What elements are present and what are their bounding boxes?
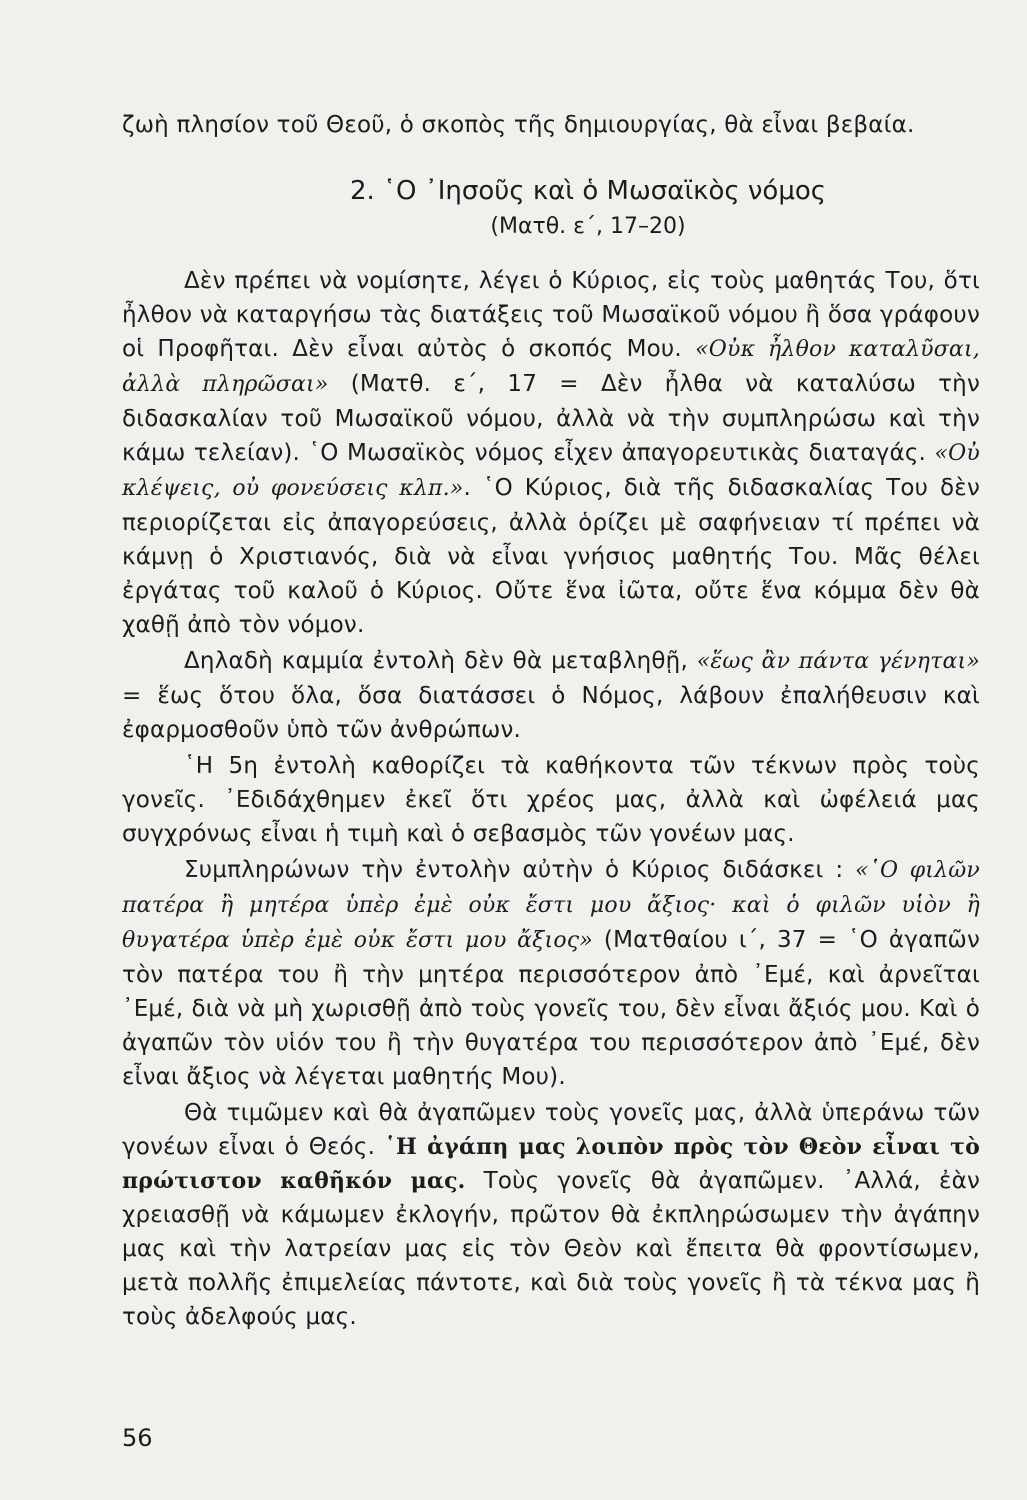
body-text	[122, 264, 980, 1334]
p5-text-a: Θὰ τιμῶμεν καὶ θὰ ἀγαπῶμεν τοὺς γονεῖς μας, ἀλλὰ ὑπεράνω τῶν γονέων εἶναι ὁ Θεός.	[122, 1100, 980, 1160]
p4-text-a: Συμπληρώνων τὴν ἐντολὴν αὐτὴν ὁ Κύριος διδάσκει :	[184, 857, 856, 883]
paragraph-5	[122, 1096, 980, 1334]
paragraph-2	[122, 644, 980, 747]
p1-text-c: . ῾Ο Κύριος, διὰ τῆς διδασκαλίας Του δὲν περιορίζεται εἰς ἀπαγορεύσεις, ἀλλὰ ὁρίζει μὲ σαφήνειαν τί πρέπει νὰ κάμνῃ ὁ Χριστιανός, διὰ νὰ εἶναι γνήσιος μαθητής Του. Μᾶς θέλει ἐργάτας τοῦ καλοῦ ὁ Κύριος. Οὔτε ἕνα ἰῶτα, οὔτε ἕνα κόμμα δὲν θὰ χαθῇ ἀπὸ τὸν νόμον.	[122, 475, 980, 638]
paragraph-3: ῾Η 5η ἐντολὴ καθορίζει τὰ καθήκοντα τῶν τέκνων πρὸς τοὺς γονεῖς. ᾿Εδιδάχθημεν ἐκεῖ ὅτι χρέος μας, ἀλλὰ καὶ ὠφέλειά μας συγχρόνως εἶναι ἡ τιμὴ καὶ ὁ σεβασμὸς τῶν γονέων μας.	[122, 753, 980, 847]
p4-text-b: (Ματθαίου ι΄, 37 = ῾Ο ἀγαπῶν τὸν πατέρα του ἢ τὴν μητέρα περισσότερον ἀπὸ ᾿Εμέ, καὶ ἀρνεῖται ᾿Εμέ, διὰ νὰ μὴ χωρισθῇ ἀπὸ τοὺς γονεῖς του, δὲν εἶναι ἄξιός μου. Καὶ ὁ ἀγαπῶν τὸν υἱόν του ἢ τὴν θυγατέρα του περισσότερον ἀπὸ ᾿Εμέ, δὲν εἶναι ἄξιος νὰ λέγεται μαθητής Μου).	[122, 927, 980, 1090]
section-reference: (Ματθ. ε΄, 17–20)	[490, 214, 686, 239]
p1-text-a: Δὲν πρέπει νὰ νομίσητε, λέγει ὁ Κύριος, εἰς τοὺς μαθητάς Του, ὅτι ἦλθον νὰ καταργήσω τὰς διατάξεις τοῦ Μωσαϊκοῦ νόμου ἢ ὅσα γράφουν οἱ Προφῆται. Δὲν εἶναι αὐτὸς ὁ σκοπός Μου.	[122, 268, 980, 362]
p1-quote-1: «Οὐκ ἦλθον καταλῦσαι, ἀλλὰ πληρῶσαι»	[122, 337, 981, 397]
page-number: 56	[122, 1424, 153, 1452]
p2-text-b: = ἕως ὅτου ὅλα, ὅσα διατάσσει ὁ Νόμος, λάβουν ἐπαλήθευσιν καὶ ἐφαρμοσθοῦν ὑπὸ τῶν ἀνθρώπων.	[122, 683, 980, 743]
paragraph-4	[122, 853, 980, 1094]
p2-text-a: Δηλαδὴ καμμία ἐντολὴ δὲν θὰ μεταβληθῇ,	[184, 648, 697, 674]
p1-text-b: (Ματθ. ε΄, 17 = Δὲν ἦλθα νὰ καταλύσω τὴν διδασκαλίαν τοῦ Μωσαϊκοῦ νόμου, ἀλλὰ νὰ τὴν συμπληρώσω καὶ τὴν κάμω τελείαν). ῾Ο Μωσαϊκὸς νόμος εἶχεν ἀπαγορευτικὰς διαταγάς.	[122, 371, 981, 466]
p2-quote: «ἕως ἂν πάντα γένηται»	[696, 649, 980, 674]
section-title: 2. ῾Ο ᾿Ιησοῦς καὶ ὁ Μωσαϊκὸς νόμος	[349, 176, 827, 206]
first-line: ζωὴ πλησίον τοῦ Θεοῦ, ὁ σκοπὸς τῆς δημιουργίας, θὰ εἶναι βεβαία.	[122, 112, 915, 138]
p4-quote: «῾Ο φιλῶν πατέρα ἢ μητέρα ὑπὲρ ἐμὲ οὐκ ἔστι μου ἄξιος· καὶ ὁ φιλῶν υἱὸν ἢ θυγατέρα ὑπὲρ ἐμὲ οὐκ ἔστι μου ἄξιος»	[122, 858, 980, 953]
p1-quote-2: «Οὐ κλέψεις, οὐ φονεύσεις κλπ.»	[122, 441, 980, 501]
paragraph-1	[122, 264, 980, 642]
p5-text-b: Τοὺς γονεῖς θὰ ἀγαπῶμεν. ᾿Αλλά, ἐὰν χρειασθῇ νὰ κάμωμεν ἐκλογήν, πρῶτον θὰ ἐκπληρώσωμεν τὴν ἀγάπην μας καὶ τὴν λατρείαν μας εἰς τὸν Θεὸν καὶ ἔπειτα θὰ φροντίσωμεν, μετὰ πολλῆς ἐπιμελείας πάντοτε, καὶ διὰ τοὺς γονεῖς ἢ τὰ τέκνα μας ἢ τοὺς ἀδελφούς μας.	[122, 1168, 980, 1330]
p5-bold-text: ῾Η ἀγάπη μας λοιπὸν πρὸς τὸν Θεὸν εἶναι τὸ πρώτιστον καθῆκόν μας.	[122, 1134, 980, 1194]
